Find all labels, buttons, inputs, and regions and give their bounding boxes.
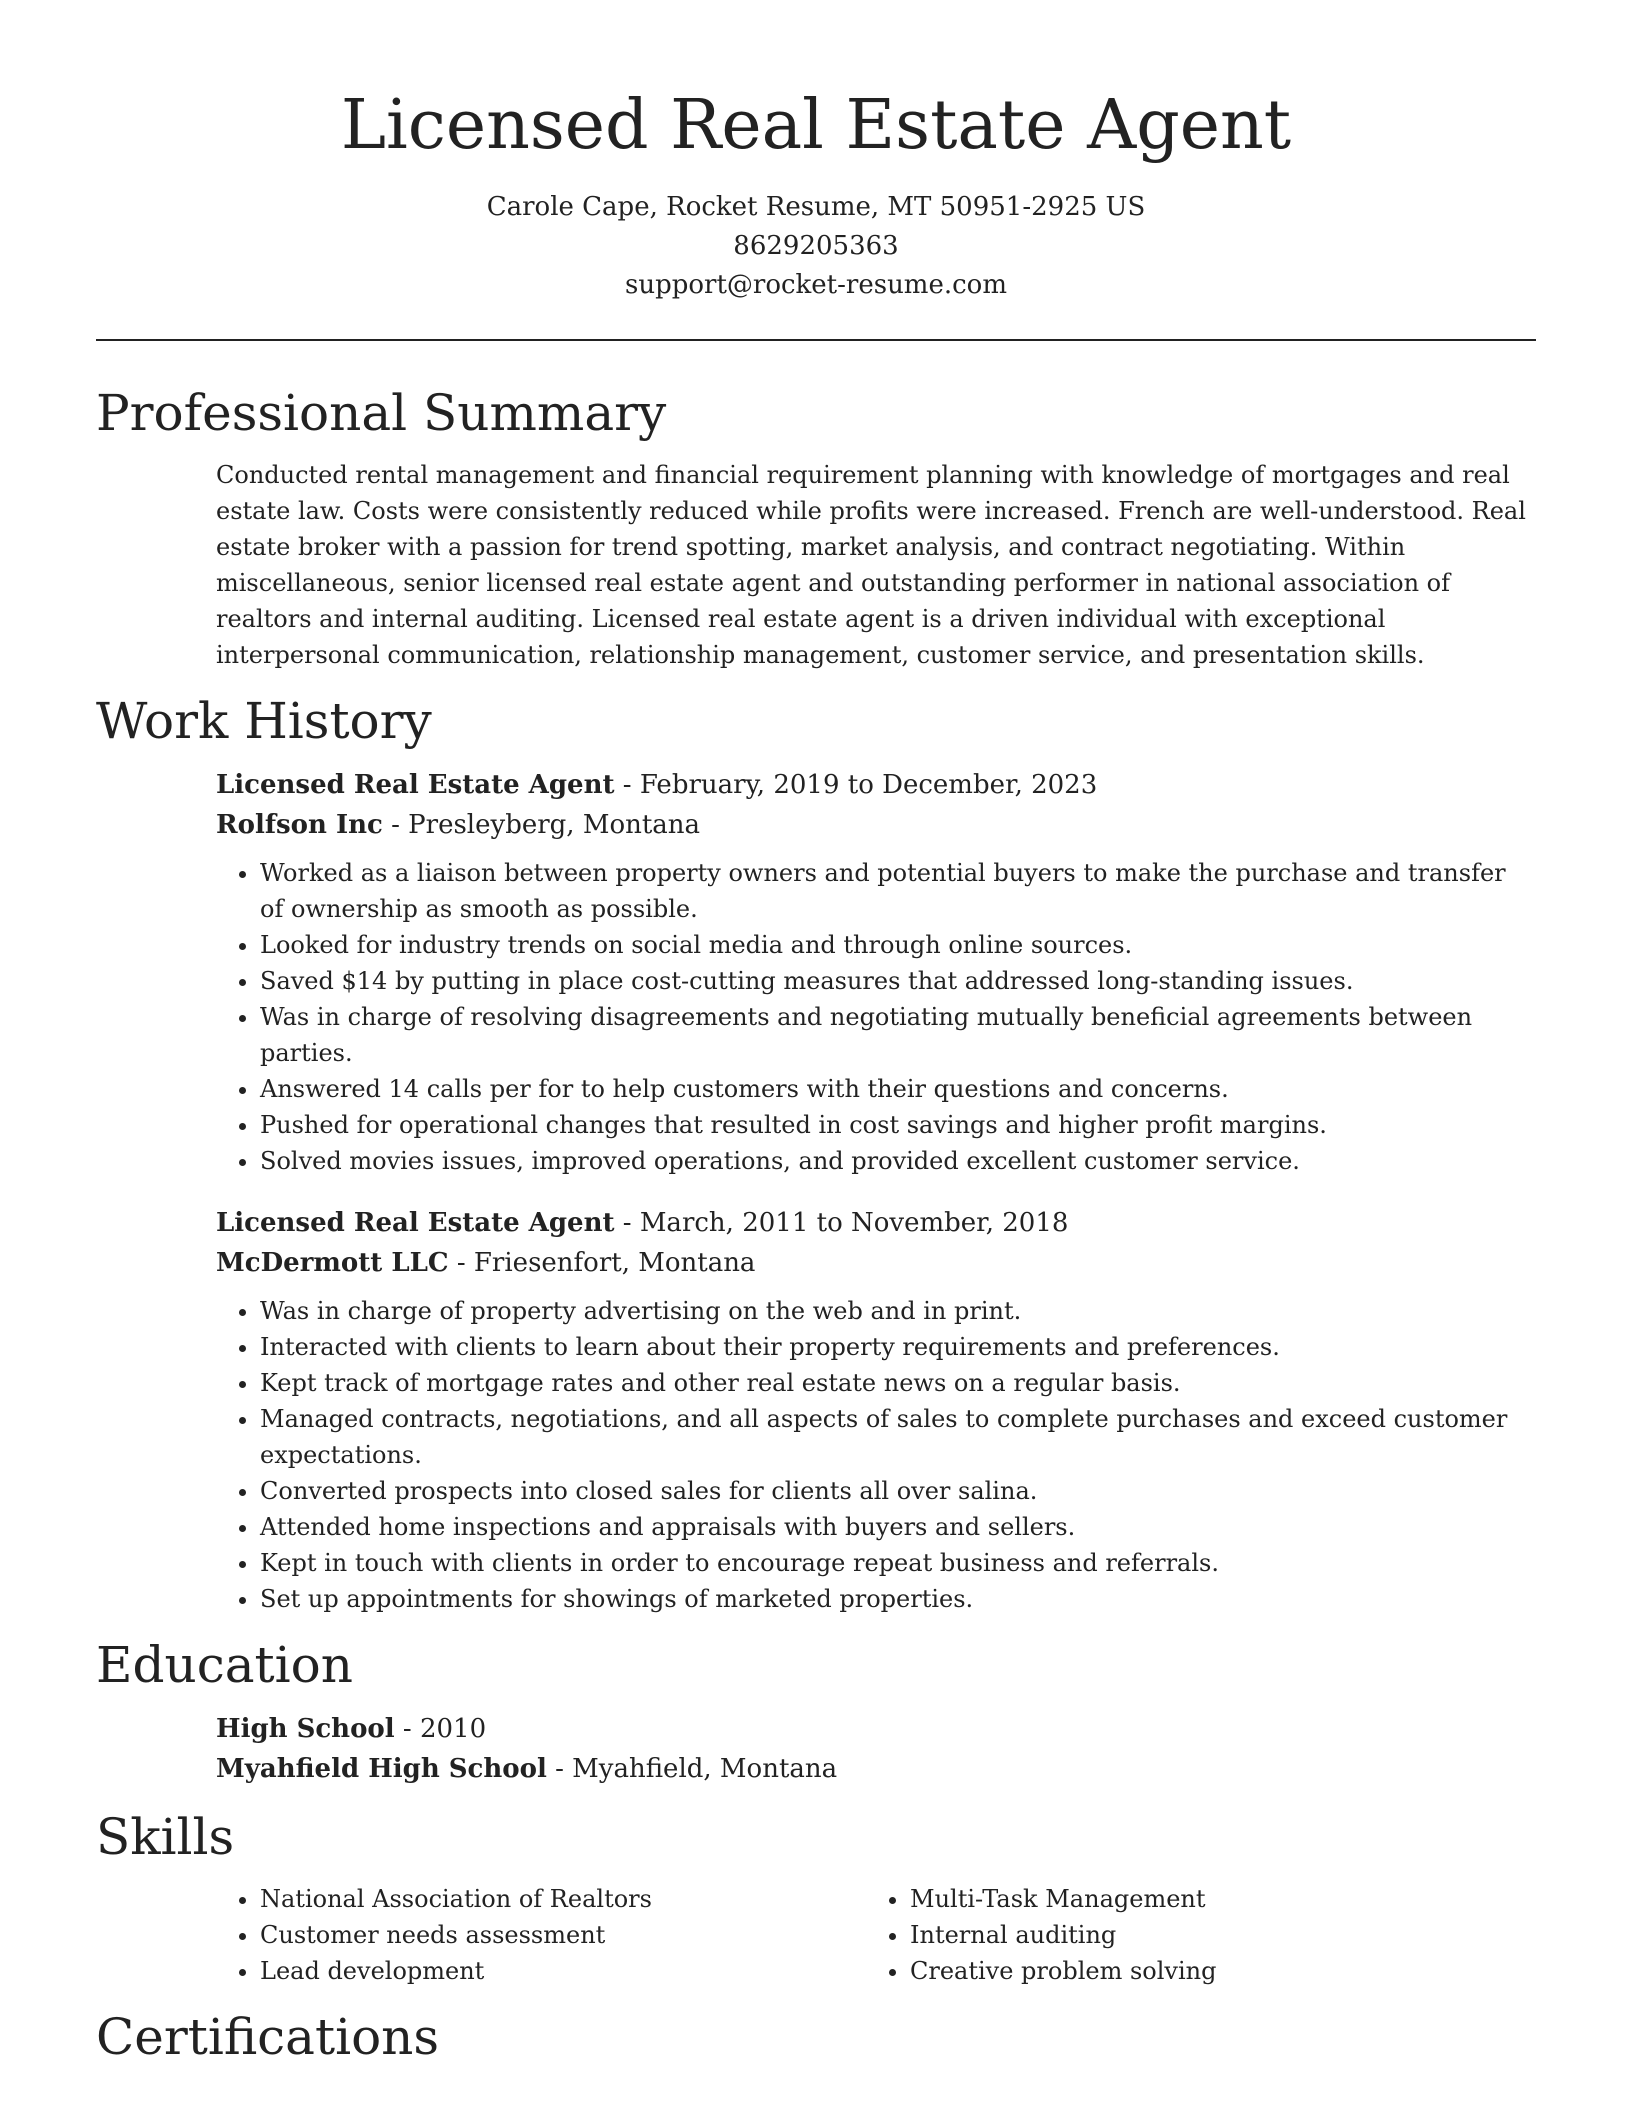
education-year: - 2010 <box>394 1714 487 1744</box>
resume-header <box>96 0 1536 305</box>
job-bullet: • Looked for industry trends on social media and through online sources. <box>260 927 1536 963</box>
summary-text: Conducted rental management and financial requirement planning with knowledge of mortgages and real estate law. Costs were consistently reduced while profits were increased. French are well-understood. Real estate broker with a passion for trend spotting, market analysis, and contract negotiating. Within miscellaneous, senior licensed real estate agent and outstanding performer in national association of realtors and internal auditing. Licensed real estate agent is a driven individual with exceptional interpersonal communication, relationship management, customer service, and presentation skills. <box>216 461 1526 669</box>
job-location: - Friesenfort, Montana <box>448 1248 756 1278</box>
contact-email: support@rocket-resume.com <box>624 270 1007 300</box>
job-bullet: • Kept track of mortgage rates and other real estate news on a regular basis. <box>260 1365 1536 1401</box>
header-divider <box>96 339 1536 341</box>
job-bullet: • Worked as a liaison between property owners and potential buyers to make the purchase and transfer of ownership as smooth as possible. <box>260 855 1536 927</box>
work-history-heading: Work History <box>96 692 432 750</box>
job-title-line <box>216 1203 1536 1243</box>
education-school-line <box>216 1749 1536 1789</box>
job-location: - Presleyberg, Montana <box>382 810 701 840</box>
skill-item: • Creative problem solving <box>910 1953 1516 1989</box>
skill-item: • Lead development <box>260 1953 866 1989</box>
skill-item: • National Association of Realtors <box>260 1881 866 1917</box>
job-bullet: • Attended home inspections and appraisals with buyers and sellers. <box>260 1509 1536 1545</box>
job-bullet: • Saved $14 by putting in place cost-cutting measures that addressed long-standing issues. <box>260 963 1536 999</box>
job-title: Licensed Real Estate Agent <box>216 770 615 800</box>
job-bullets <box>216 1293 1536 1617</box>
job-title: Licensed Real Estate Agent <box>216 1208 615 1238</box>
education-heading: Education <box>96 1636 353 1694</box>
education-degree-line <box>216 1709 1536 1749</box>
contact-phone: 8629205363 <box>733 231 899 261</box>
job-bullet: • Pushed for operational changes that resulted in cost savings and higher profit margins. <box>260 1107 1536 1143</box>
education-degree: High School <box>216 1714 395 1744</box>
job-entry <box>216 765 1536 1179</box>
job-company-line <box>216 805 1536 845</box>
job-bullet: • Converted prospects into closed sales for clients all over salina. <box>260 1473 1536 1509</box>
job-bullet: • Interacted with clients to learn about their property requirements and preferences. <box>260 1329 1536 1365</box>
job-bullet: • Managed contracts, negotiations, and all aspects of sales to complete purchases and exceed customer expectations. <box>260 1401 1536 1473</box>
resume-title: Licensed Real Estate Agent <box>340 86 1292 165</box>
job-bullet: • Answered 14 calls per for to help customers with their questions and concerns. <box>260 1071 1536 1107</box>
job-bullets <box>216 855 1536 1179</box>
skills-section <box>96 1805 1536 1989</box>
work-history-section <box>96 689 1536 1617</box>
job-company-line <box>216 1243 1536 1283</box>
job-entry <box>216 1203 1536 1617</box>
skills-grid <box>216 1881 1536 1989</box>
contact-block <box>96 188 1536 305</box>
skills-heading: Skills <box>96 1808 235 1866</box>
skills-column-left <box>216 1881 866 1989</box>
job-title-line <box>216 765 1536 805</box>
job-company: McDermott LLC <box>216 1248 449 1278</box>
skill-item: • Customer needs assessment <box>260 1917 866 1953</box>
skills-column-right <box>866 1881 1516 1989</box>
skill-item: • Internal auditing <box>910 1917 1516 1953</box>
job-bullet: • Kept in touch with clients in order to encourage repeat business and referrals. <box>260 1545 1536 1581</box>
skill-item: • Multi-Task Management <box>910 1881 1516 1917</box>
education-location: - Myahfield, Montana <box>546 1754 838 1784</box>
contact-address: Carole Cape, Rocket Resume, MT 50951-2925 US <box>486 192 1146 222</box>
summary-heading: Professional Summary <box>96 384 667 442</box>
job-bullet: • Solved movies issues, improved operations, and provided excellent customer service. <box>260 1143 1536 1179</box>
certifications-heading: Certifications <box>96 2008 440 2066</box>
education-section <box>96 1633 1536 1789</box>
resume-page <box>96 0 1536 2069</box>
job-dates: - March, 2011 to November, 2018 <box>614 1208 1069 1238</box>
job-bullet: • Set up appointments for showings of marketed properties. <box>260 1581 1536 1617</box>
job-company: Rolfson Inc <box>216 810 383 840</box>
summary-section <box>96 381 1536 673</box>
certifications-section <box>96 2005 1536 2069</box>
job-dates: - February, 2019 to December, 2023 <box>614 770 1098 800</box>
job-bullet: • Was in charge of resolving disagreements and negotiating mutually beneficial agreements between parties. <box>260 999 1536 1071</box>
job-bullet: • Was in charge of property advertising on the web and in print. <box>260 1293 1536 1329</box>
education-school: Myahfield High School <box>216 1754 547 1784</box>
